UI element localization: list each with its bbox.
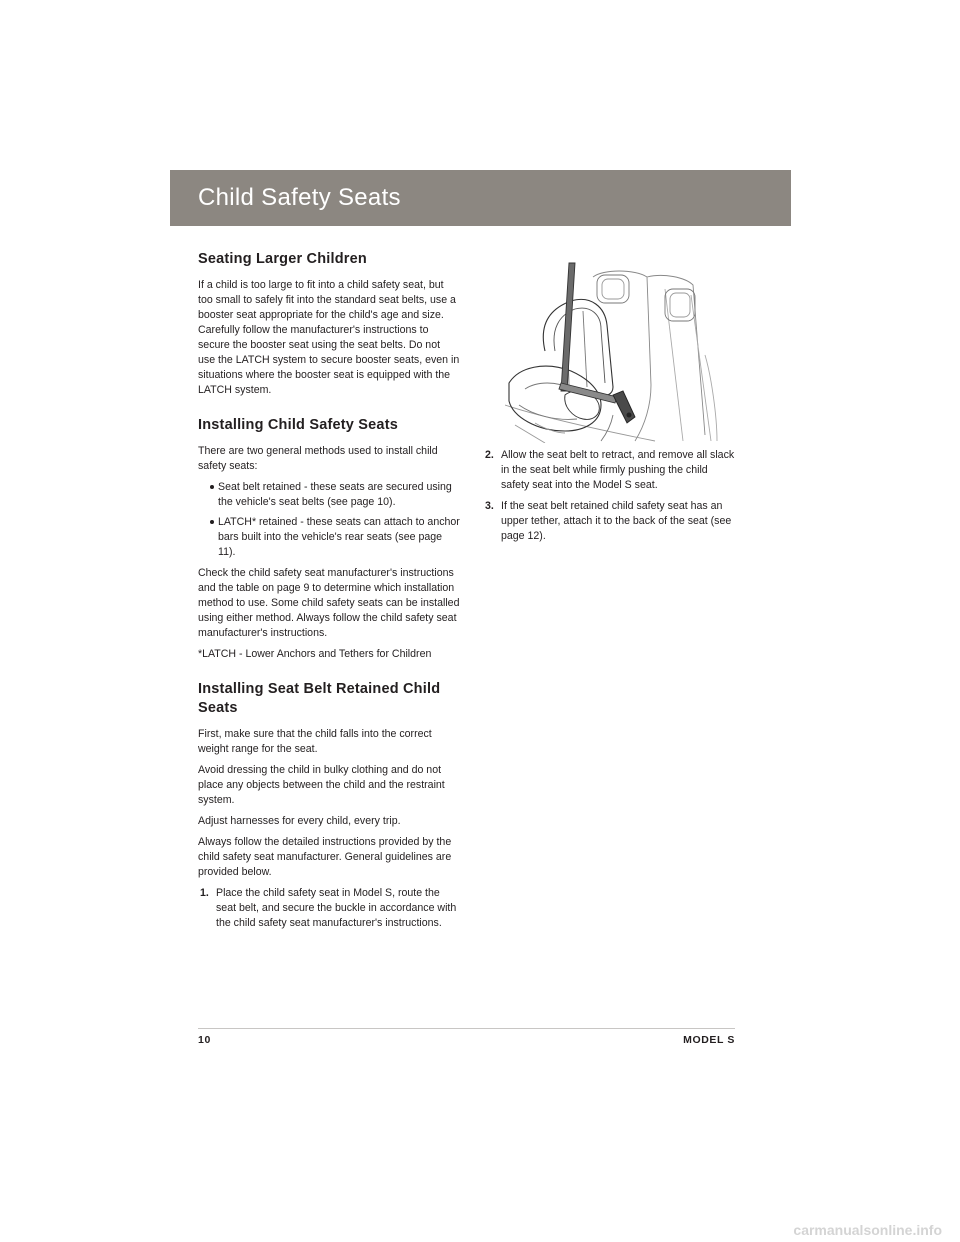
step-item	[485, 448, 735, 493]
step-number: 2.	[485, 449, 494, 461]
seating-larger-children-body: If a child is too large to fit into a child safety seat, but too small to safely fit into the standard seat belts, use a booster seat appropriate for the child's age and size. Carefully follow the manufacturer's instructions to secure the booster seat using the seat belts. Do not use the LATCH system to secure booster seats, even in situations where the booster seat is equipped with the LATCH system.	[198, 279, 460, 396]
footer-divider	[198, 1028, 735, 1029]
heading-installing-child-safety-seats: Installing Child Safety Seats	[198, 417, 398, 433]
latch-footnote: *LATCH - Lower Anchors and Tethers for Children	[198, 648, 432, 660]
watermark-text: carmanualsonline.info	[793, 1222, 942, 1238]
section-header-band	[170, 170, 791, 226]
list-item: Seat belt retained - these seats are secured using the vehicle's seat belts (see page 10).	[210, 480, 460, 510]
installing-body: Check the child safety seat manufacturer's instructions and the table on page 9 to determine which installation method to use. Some child safety seats can be installed using either method. Always follow the child safety seat manufacturer's instructions.	[198, 567, 460, 639]
list-item: LATCH* retained - these seats can attach to anchor bars built into the vehicle's rear seats (see page 11).	[210, 515, 460, 560]
heading-seat-belt-retained: Installing Seat Belt Retained Child Seats	[198, 681, 441, 716]
step-text: If the seat belt retained child safety seat has an upper tether, attach it to the back of the seat (see page 12).	[501, 500, 732, 542]
step-text: Place the child safety seat in Model S, route the seat belt, and secure the buckle in accordance with the child safety seat manufacturer's instructions.	[216, 887, 457, 929]
left-column	[198, 250, 460, 937]
steps-list	[198, 886, 460, 931]
step-text: Allow the seat belt to retract, and remove all slack in the seat belt while firmly pushing the child safety seat into the Model S seat.	[501, 449, 735, 491]
page-number: 10	[198, 1034, 211, 1046]
paragraph: Always follow the detailed instructions provided by the child safety seat manufacturer. General guidelines are provided below.	[198, 836, 452, 878]
step-item	[485, 499, 735, 544]
paragraph: Avoid dressing the child in bulky clothing and do not place any objects between the child and the restraint system.	[198, 764, 445, 806]
watermark	[0, 1222, 960, 1242]
paragraph: First, make sure that the child falls into the correct weight range for the seat.	[198, 728, 432, 755]
child-seat-illustration	[505, 255, 721, 443]
step-number: 3.	[485, 500, 494, 512]
steps-list-continued	[483, 448, 735, 544]
footer-model-name: MODEL S	[683, 1034, 735, 1046]
installing-intro: There are two general methods used to install child safety seats:	[198, 445, 438, 472]
heading-seating-larger-children: Seating Larger Children	[198, 251, 367, 267]
right-column	[483, 448, 735, 550]
page-title: Child Safety Seats	[198, 184, 401, 211]
step-number: 1.	[200, 887, 209, 899]
step-item	[200, 886, 460, 931]
paragraph: Adjust harnesses for every child, every trip.	[198, 815, 401, 827]
installation-methods-list	[198, 480, 460, 560]
